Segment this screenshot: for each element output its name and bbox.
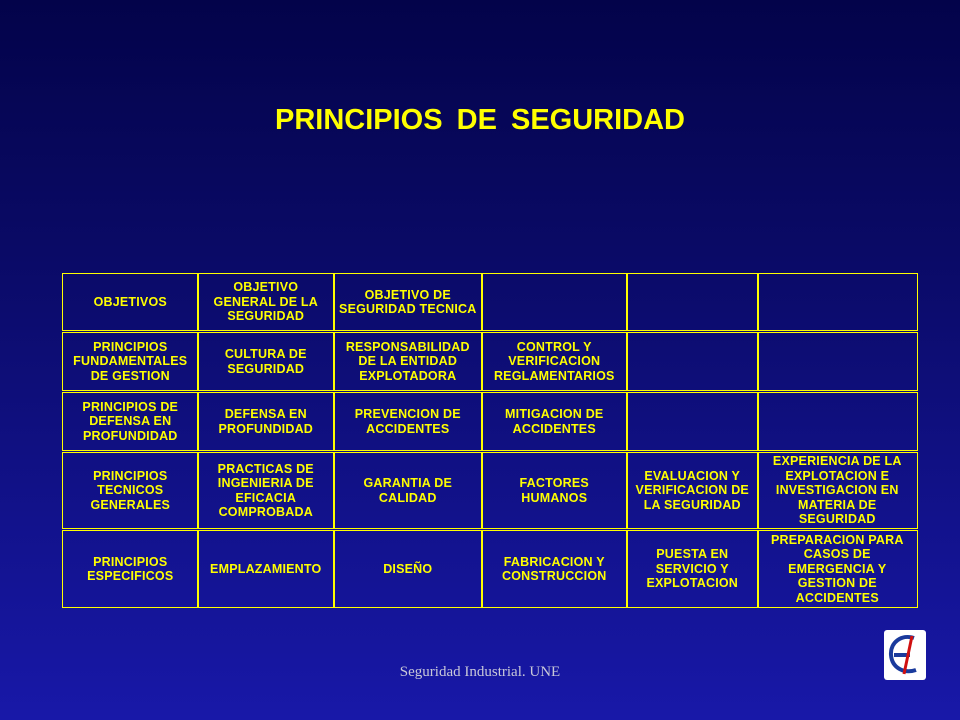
table-cell: PRINCIPIOS TECNICOS GENERALES [62, 452, 199, 529]
table-cell: PREPARACION PARA CASOS DE EMERGENCIA Y GESTION DE ACCIDENTES [757, 530, 918, 608]
table-cell: EMPLAZAMIENTO [197, 530, 335, 608]
table-cell: EVALUACION Y VERIFICACION DE LA SEGURIDAD [626, 452, 759, 529]
table-cell: EXPERIENCIA DE LA EXPLOTACION E INVESTIGACION EN MATERIA DE SEGURIDAD [757, 452, 918, 529]
une-logo-icon [884, 630, 926, 680]
table-cell: PRACTICAS DE INGENIERIA DE EFICACIA COMPROBADA [197, 452, 335, 529]
table-cell: OBJETIVO DE SEGURIDAD TECNICA [333, 273, 483, 331]
table-cell [481, 273, 628, 331]
table-cell: MITIGACION DE ACCIDENTES [481, 392, 628, 451]
table-cell: PUESTA EN SERVICIO Y EXPLOTACION [626, 530, 759, 608]
table-cell: FABRICACION Y CONSTRUCCION [481, 530, 628, 608]
table-cell: DEFENSA EN PROFUNDIDAD [197, 392, 335, 451]
table-cell [626, 273, 759, 331]
table-cell: PRINCIPIOS ESPECIFICOS [62, 530, 199, 608]
table-cell [757, 332, 918, 391]
table-cell [626, 392, 759, 451]
page-title: PRINCIPIOS DE SEGURIDAD [275, 104, 685, 136]
table-cell: OBJETIVO GENERAL DE LA SEGURIDAD [197, 273, 335, 331]
table-cell [757, 273, 918, 331]
table-cell: PRINCIPIOS DE DEFENSA EN PROFUNDIDAD [62, 392, 199, 451]
table-cell: PRINCIPIOS FUNDAMENTALES DE GESTION [62, 332, 199, 391]
footer-text: Seguridad Industrial. UNE [399, 664, 561, 680]
table-cell [757, 392, 918, 451]
table-cell: CONTROL Y VERIFICACION REGLAMENTARIOS [481, 332, 628, 391]
table-cell: GARANTIA DE CALIDAD [333, 452, 483, 529]
table-cell: CULTURA DE SEGURIDAD [197, 332, 335, 391]
table-cell: PREVENCION DE ACCIDENTES [333, 392, 483, 451]
principles-table [62, 273, 916, 610]
table-cell: RESPONSABILIDAD DE LA ENTIDAD EXPLOTADORA [333, 332, 483, 391]
table-cell: OBJETIVOS [62, 273, 199, 331]
table-cell: DISEÑO [333, 530, 483, 608]
table-cell [626, 332, 759, 391]
table-cell: FACTORES HUMANOS [481, 452, 628, 529]
